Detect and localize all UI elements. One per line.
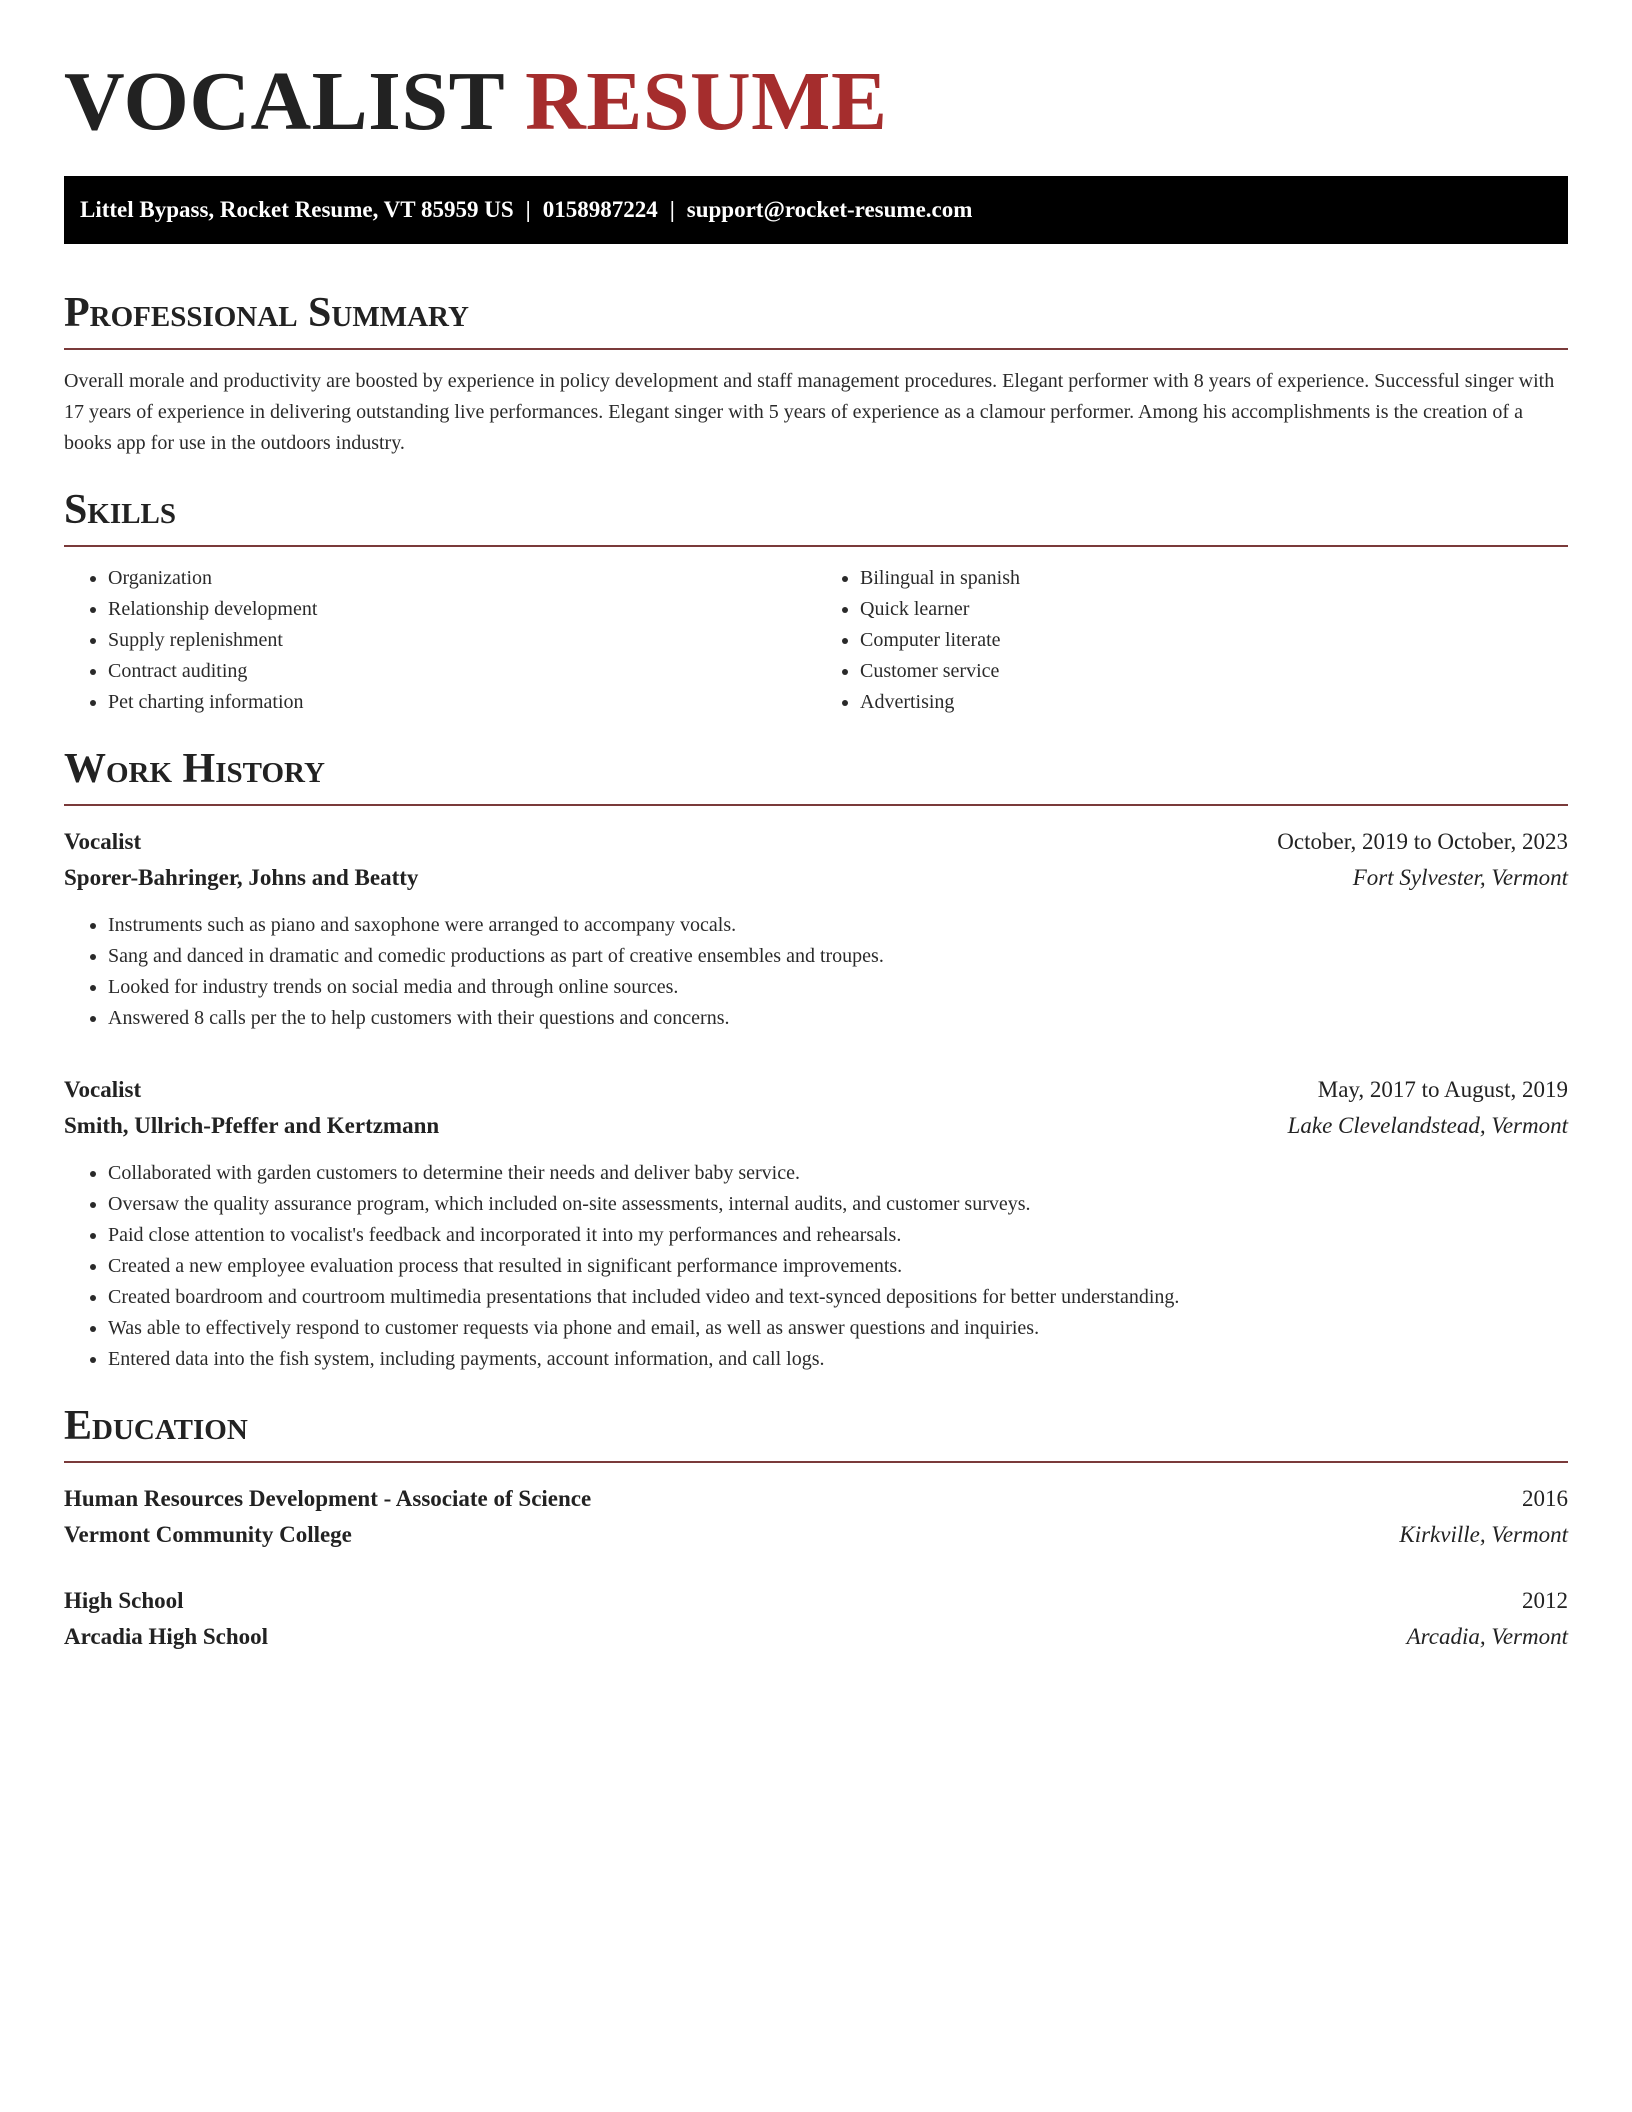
job-title-row: [64, 824, 1568, 860]
education-degree-row: [64, 1583, 1568, 1619]
job-company: Sporer-Bahringer, Johns and Beatty: [64, 865, 419, 890]
contact-separator: |: [525, 197, 531, 222]
education-entry: [64, 1583, 1568, 1655]
summary-heading: Professional Summary: [64, 288, 1568, 350]
job-bullet: • Answered 8 calls per the to help customers with their questions and concerns.: [108, 1003, 1568, 1034]
job-bullet: • Was able to effectively respond to customer requests via phone and email, as well as answer questions and inquiries.: [108, 1313, 1568, 1344]
skills-heading: Skills: [64, 485, 1568, 547]
job-bullet: • Looked for industry trends on social media and through online sources.: [108, 972, 1568, 1003]
job-company-row: [64, 860, 1568, 896]
education-degree: High School: [64, 1588, 184, 1613]
job-bullet: • Entered data into the fish system, including payments, account information, and call logs.: [108, 1344, 1568, 1375]
job-company: Smith, Ullrich-Pfeffer and Kertzmann: [64, 1113, 440, 1138]
job-bullets: [64, 1158, 1568, 1375]
education-degree: Human Resources Development - Associate of Science: [64, 1486, 592, 1511]
education-year: 2016: [1522, 1486, 1568, 1511]
job-company-row: [64, 1108, 1568, 1144]
work-history-heading: Work History: [64, 744, 1568, 806]
job-title: Vocalist: [64, 829, 142, 854]
education-school: Arcadia High School: [64, 1624, 269, 1649]
summary-section: [64, 288, 1568, 459]
education-school: Vermont Community College: [64, 1522, 352, 1547]
resume-title: [64, 0, 1568, 150]
skill-item: • Organization: [108, 563, 816, 594]
job-title: Vocalist: [64, 1077, 142, 1102]
job-title-row: [64, 1072, 1568, 1108]
education-heading: Education: [64, 1401, 1568, 1463]
job-bullets: [64, 910, 1568, 1034]
skill-item: • Bilingual in spanish: [860, 563, 1568, 594]
contact-email: support@rocket-resume.com: [686, 197, 973, 222]
job-bullet: • Instruments such as piano and saxophone were arranged to accompany vocals.: [108, 910, 1568, 941]
job-entry: [64, 824, 1568, 1034]
skill-item: • Contract auditing: [108, 656, 816, 687]
education-school-row: [64, 1619, 1568, 1655]
skill-item: • Pet charting information: [108, 687, 816, 718]
resume-page: [64, 0, 1568, 1655]
skill-item: • Computer literate: [860, 625, 1568, 656]
education-school-row: [64, 1517, 1568, 1553]
education-location: Kirkville, Vermont: [1399, 1522, 1568, 1547]
education-entry: [64, 1481, 1568, 1553]
contact-bar: [64, 176, 1568, 244]
job-bullet: • Collaborated with garden customers to determine their needs and deliver baby service.: [108, 1158, 1568, 1189]
summary-text: Overall morale and productivity are boosted by experience in policy development and staff management procedures. Elegant performer with 8 years of experience. Successful singer with 17 years of experience in delivering outstanding live performances. Elegant singer with 5 years of experience as a clamour performer. Among his accomplishments is the creation of a books app for use in the outdoors industry.: [64, 370, 1555, 454]
contact-separator: |: [669, 197, 675, 222]
job-bullet: • Paid close attention to vocalist's feedback and incorporated it into my performances and rehearsals.: [108, 1220, 1568, 1251]
skill-item: • Relationship development: [108, 594, 816, 625]
education-location: Arcadia, Vermont: [1406, 1624, 1568, 1649]
skill-item: • Advertising: [860, 687, 1568, 718]
education-year: 2012: [1522, 1588, 1568, 1613]
skill-item: • Supply replenishment: [108, 625, 816, 656]
skills-grid: [64, 563, 1568, 718]
job-bullet: • Sang and danced in dramatic and comedic productions as part of creative ensembles and troupes.: [108, 941, 1568, 972]
title-second-word: RESUME: [525, 55, 888, 148]
skill-item: • Quick learner: [860, 594, 1568, 625]
work-history-section: [64, 744, 1568, 1375]
contact-phone: 0158987224: [542, 197, 658, 222]
job-bullet: • Oversaw the quality assurance program, which included on-site assessments, internal audits, and customer surveys.: [108, 1189, 1568, 1220]
job-entry: [64, 1072, 1568, 1375]
job-bullet: • Created boardroom and courtroom multimedia presentations that included video and text-synced depositions for better understanding.: [108, 1282, 1568, 1313]
job-location: Lake Clevelandstead, Vermont: [1287, 1113, 1568, 1138]
job-dates: October, 2019 to October, 2023: [1277, 829, 1568, 854]
job-dates: May, 2017 to August, 2019: [1317, 1077, 1568, 1102]
education-section: [64, 1401, 1568, 1655]
title-first-word: VOCALIST: [64, 55, 504, 148]
education-degree-row: [64, 1481, 1568, 1517]
contact-address: Littel Bypass, Rocket Resume, VT 85959 US: [80, 197, 514, 222]
skill-item: • Customer service: [860, 656, 1568, 687]
job-bullet: • Created a new employee evaluation process that resulted in significant performance improvements.: [108, 1251, 1568, 1282]
skills-list-left: [64, 563, 816, 718]
skills-section: [64, 485, 1568, 718]
skills-list-right: [816, 563, 1568, 718]
job-location: Fort Sylvester, Vermont: [1352, 865, 1568, 890]
